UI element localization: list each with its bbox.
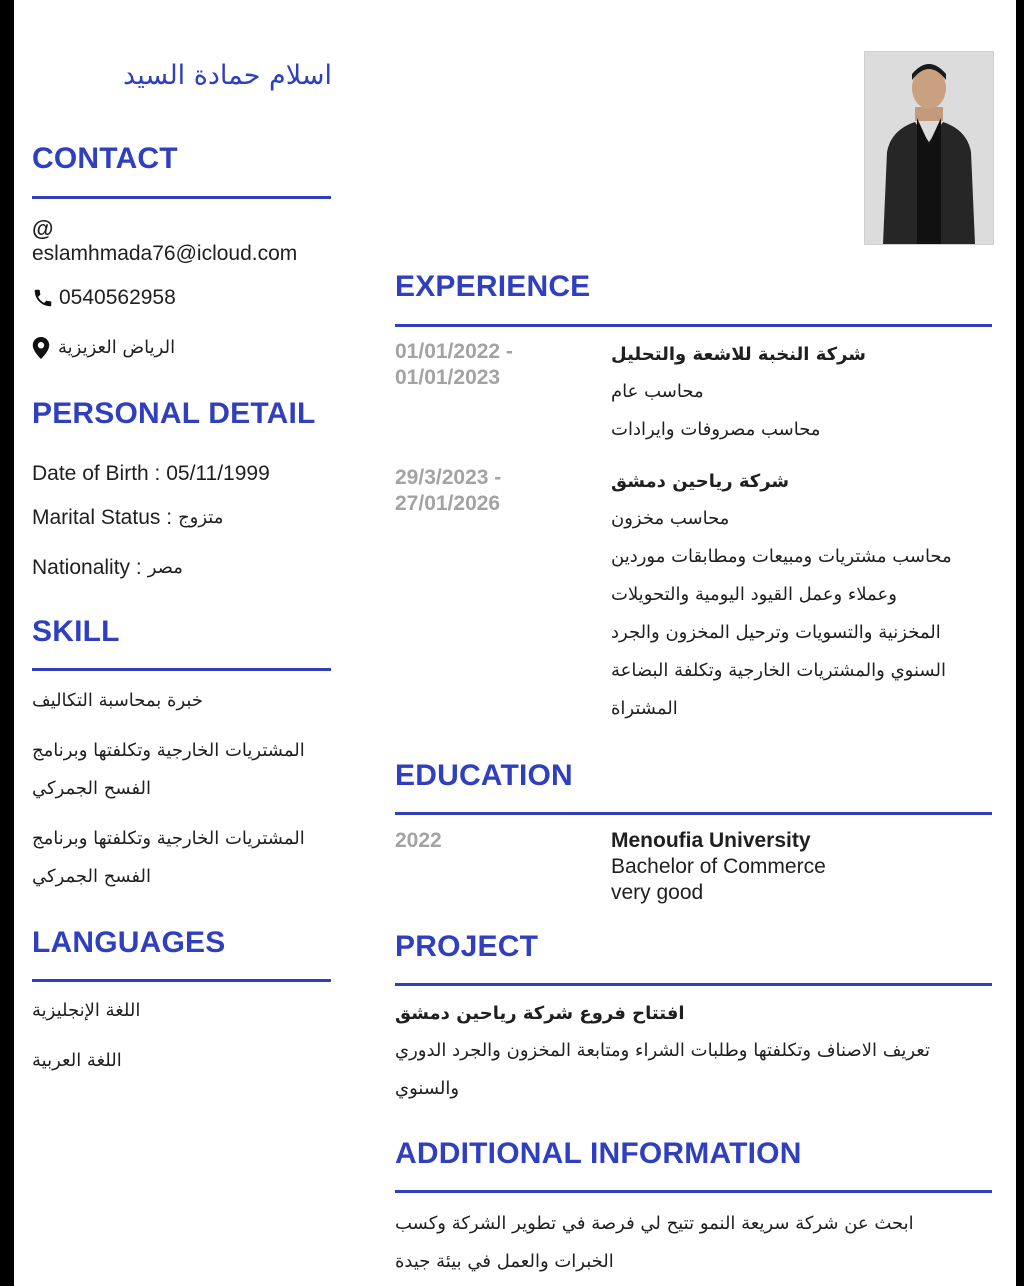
phone-icon — [32, 287, 54, 309]
skill-item: الفسح الجمركي — [32, 778, 152, 799]
email-text[interactable]: eslamhmada76@icloud.com — [32, 242, 298, 265]
languages-heading: LANGUAGES — [32, 926, 226, 959]
company-name: شركة النخبة للاشعة والتحليل — [611, 344, 866, 365]
email-icon: @ — [32, 216, 54, 241]
languages-divider — [32, 979, 331, 982]
education-heading: EDUCATION — [395, 759, 573, 792]
location-text: الرياض العزيزية — [58, 337, 176, 358]
skill-item: المشتريات الخارجية وتكلفتها وبرنامج — [32, 740, 305, 761]
language-item: اللغة الإنجليزية — [32, 1000, 141, 1021]
project-line: والسنوي — [395, 1078, 460, 1099]
school-name: Menoufia University — [611, 829, 811, 852]
project-divider — [395, 983, 992, 986]
skill-list — [32, 682, 331, 896]
person-silhouette-icon — [865, 52, 993, 244]
experience-line: محاسب مشتريات ومبيعات ومطابقات موردين — [611, 546, 952, 567]
education-divider — [395, 812, 992, 815]
candidate-name: اسلام حمادة السيد — [123, 60, 332, 91]
contact-heading: CONTACT — [32, 142, 178, 175]
experience-heading: EXPERIENCE — [395, 270, 591, 303]
languages-list — [32, 992, 331, 1080]
resume-page — [14, 0, 1016, 1286]
additional-heading: ADDITIONAL INFORMATION — [395, 1137, 802, 1170]
additional-text — [395, 1205, 992, 1281]
company-name: شركة رياحين دمشق — [611, 471, 790, 492]
additional-line: ابحث عن شركة سريعة النمو تتيح لي فرصة في تطوير الشركة وكسب — [395, 1213, 914, 1234]
skill-heading: SKILL — [32, 615, 120, 648]
skill-item: الفسح الجمركي — [32, 866, 152, 887]
skill-item: خبرة بمحاسبة التكاليف — [32, 690, 203, 711]
skill-item: المشتريات الخارجية وتكلفتها وبرنامج — [32, 828, 305, 849]
experience-date: 29/3/2023 - 27/01/2026 — [395, 466, 502, 515]
contact-divider — [32, 196, 331, 199]
project-title: افتتاح فروع شركة رياحين دمشق — [395, 1003, 685, 1024]
skill-divider — [32, 668, 331, 671]
experience-entry — [611, 337, 992, 449]
additional-line: الخبرات والعمل في بيئة جيدة — [395, 1251, 614, 1272]
education-entry — [611, 828, 826, 906]
project-entry — [395, 996, 992, 1108]
additional-divider — [395, 1190, 992, 1193]
experience-line: محاسب عام — [611, 381, 704, 402]
project-line: تعريف الاصناف وتكلفتها وطلبات الشراء ومتابعة المخزون والجرد الدوري — [395, 1040, 930, 1061]
phone-row — [32, 286, 176, 310]
nationality-value: مصر — [147, 557, 183, 578]
degree: Bachelor of Commerce — [611, 855, 826, 878]
experience-entry — [611, 464, 992, 728]
experience-line: المشتراة — [611, 698, 678, 719]
experience-line: السنوي والمشتريات الخارجية وتكلفة البضاعة — [611, 660, 946, 681]
dob-text: Date of Birth : 05/11/1999 — [32, 462, 270, 485]
experience-line: وعملاء وعمل القيود اليومية والتحويلات — [611, 584, 897, 605]
grade: very good — [611, 881, 704, 904]
marital-value: متزوج — [178, 507, 224, 528]
experience-line: المخزنية والتسويات وترحيل المخزون والجرد — [611, 622, 941, 643]
language-item: اللغة العربية — [32, 1050, 122, 1071]
education-year: 2022 — [395, 829, 442, 852]
marital-row — [32, 505, 223, 531]
profile-photo — [864, 51, 994, 245]
personal-heading: PERSONAL DETAIL — [32, 397, 316, 430]
location-pin-icon — [32, 337, 50, 359]
marital-label: Marital Status : — [32, 506, 173, 529]
location-row — [32, 335, 175, 361]
nationality-row — [32, 555, 183, 581]
experience-line: محاسب مصروفات وايرادات — [611, 419, 821, 440]
experience-date: 01/01/2022 - 01/01/2023 — [395, 340, 513, 389]
experience-line: محاسب مخزون — [611, 508, 730, 529]
nationality-label: Nationality : — [32, 556, 142, 579]
phone-text[interactable]: 0540562958 — [59, 286, 176, 309]
project-heading: PROJECT — [395, 930, 539, 963]
experience-divider — [395, 324, 992, 327]
